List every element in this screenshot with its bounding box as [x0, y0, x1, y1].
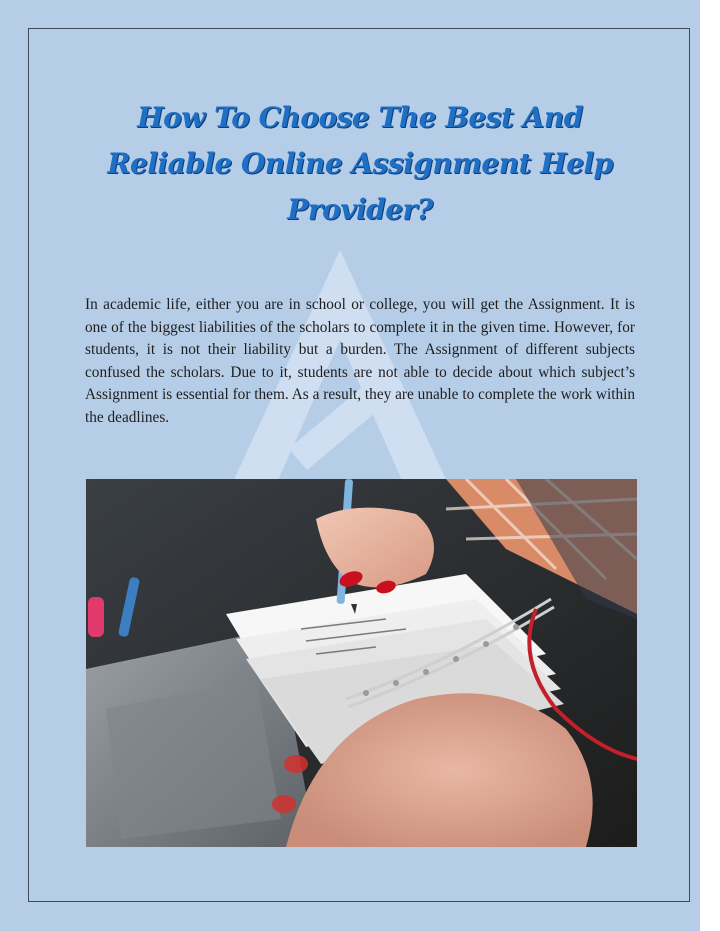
intro-paragraph: In academic life, either you are in school or college, you will get the Assignment. It is one of the biggest liabilities of the scholars to complete it in the given time. However, for students, it is not their liability but a burden. The Assignment of different subjects confused the scholars. Due to it, students are not able to decide about which subject’s Assignment is essential for them. As a result, they are unable to complete the work within the deadlines. [85, 296, 635, 426]
writing-notebook-photo [86, 479, 637, 847]
title-line: Provider? [287, 193, 433, 226]
document-title [60, 95, 660, 233]
title-line: Reliable Online Assignment Help [107, 147, 613, 180]
title-line: How To Choose The Best And [137, 101, 583, 134]
